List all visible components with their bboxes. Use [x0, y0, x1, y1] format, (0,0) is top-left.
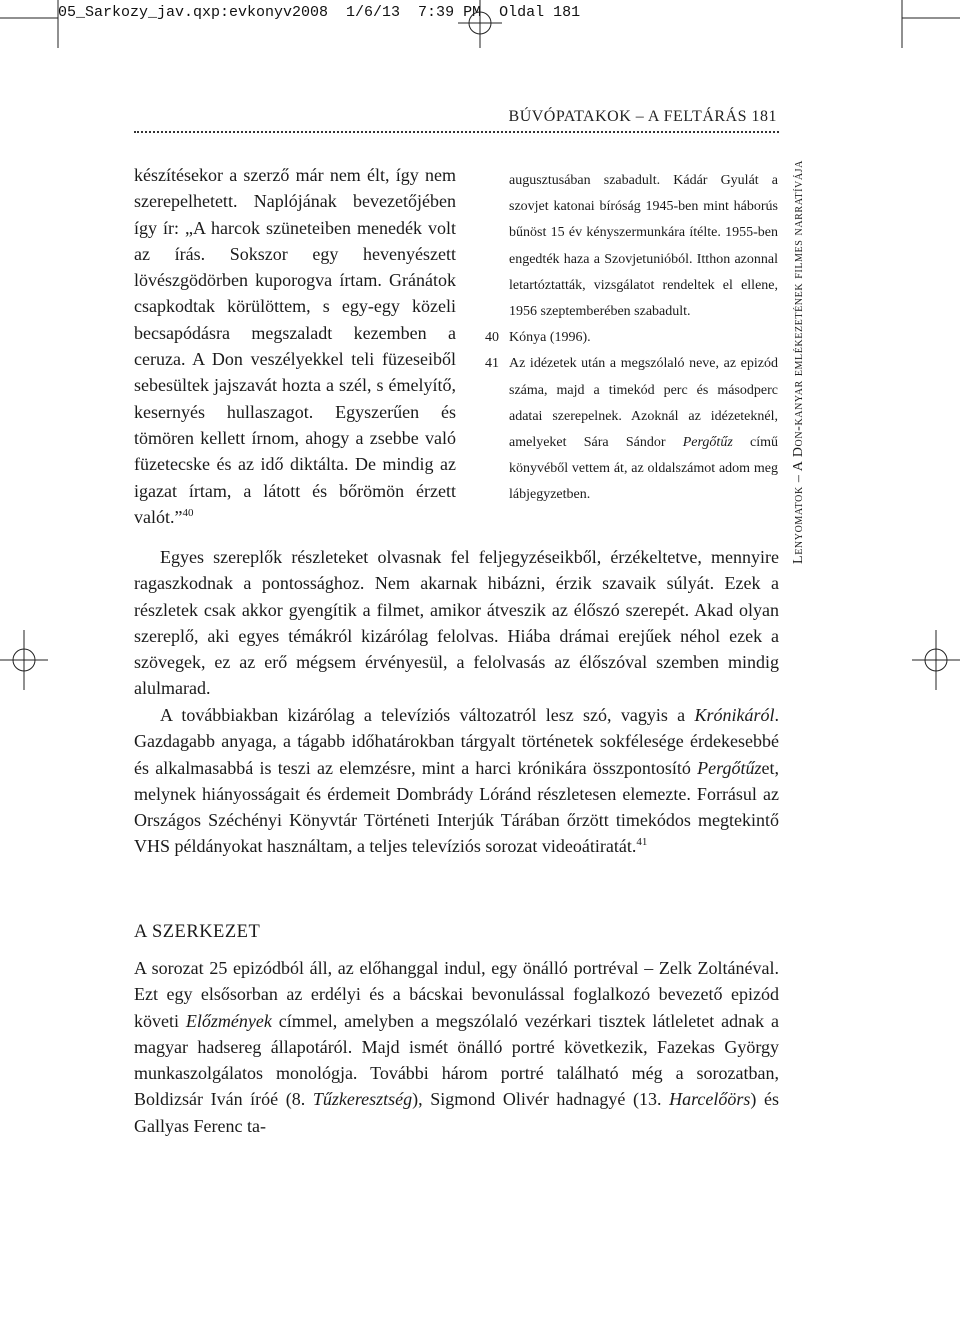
footnote-italic-title: Pergőtűz	[682, 435, 733, 451]
italic-title: Krónikáról	[694, 705, 775, 725]
footnote-text: című könyvéből vettem át, az oldalszámot adom meg lábjegyzetben.	[509, 435, 778, 503]
footnote-ref-41[interactable]: 41	[636, 836, 648, 849]
section-heading: A SZERKEZET	[134, 922, 261, 942]
paragraph-2	[134, 702, 779, 860]
footnote-41	[485, 351, 778, 508]
footnote-continuation-text: augusztusában szabadult. Kádár Gyulát a szovjet katonai bíróság 1945-ben mint háborús bűnöst 15 év kényszermunkára ítélte. 1955-ben engedték haza a Szovjetunióból. Itthon azonnal letartóztatták, vizsgálatot rendeltek el ellene, 1956 szeptemberében szabadult.	[509, 173, 778, 320]
footnote-number: 41	[485, 356, 499, 372]
registration-mark-right	[900, 620, 960, 700]
side-title-text: Lenyomatok – A Don-kanyar emlékezetének filmes narratívája	[791, 160, 806, 564]
paragraph-text: címmel, amelyben a megszólaló vezérkari tisztek látleletet adnak a magyar hadsereg állapotáról. Majd ismét önálló portré következik, Fazekas György munkaszolgálatos monológja. További három portré található még a sorozatban, Boldizsár Iván íróé (8.	[134, 1010, 779, 1110]
footnote-40	[485, 325, 778, 351]
registration-mark-top-right	[890, 0, 960, 70]
running-head: BÚVÓPATAKOK – A FELTÁRÁS 181	[508, 108, 777, 125]
footnotes-column	[485, 168, 778, 509]
italic-title: Harcelőörs	[669, 1089, 751, 1110]
registration-mark-top-left	[0, 0, 70, 70]
footnote-text: Az idézetek után a megszólaló neve, az epizód száma, majd a timekód perc és másodperc adatai szerepelnek. Azoknál az idézeteknél, amelyeket Sára Sándor	[509, 356, 778, 451]
footnote-continuation	[485, 168, 778, 325]
paragraph-text: ) és Gallyas Ferenc ta-	[134, 1089, 779, 1136]
paragraph-text: ), Sigmond Olivér hadnagyé (13.	[412, 1089, 670, 1110]
footnote-number: 40	[485, 330, 499, 346]
registration-mark-top-center	[450, 0, 510, 50]
left-column-text: készítésekor a szerző már nem élt, így nem szerepelhetett. Naplójának bevezetőjében így ír: „A harcok szüneteiben menedék volt az írás. Sokszor egy hevenyészett lövészgödörben kuporogva írtam. Gránátok csapkodtak körülöttem, s egy-egy közeli becsapódásra megszaladt kezemben a ceruza. A Don veszélyekkel teli füzeseiből sebesültek jajszavát hozta a szél, s émelyítő, kesernyés hullaszagot. Egyszerűen és tömören kellett írnom, ahogy a zsebbe való füzetecske és az idő diktálta. De mindig az igazat írtam, a látott és bőrömön érzett valót.”	[134, 165, 456, 527]
slug-line: 05_Sarkozy_jav.qxp:evkonyv2008 1/6/13 7:39 PM Oldal 181	[58, 4, 581, 21]
paragraph-text: A sorozat 25 epizódból áll, az előhanggal indul, egy önálló portréval – Zelk Zoltánéval. Ezt egy elsősorban az erdélyi és a bácskai bevonulással foglalkozó bevezető epizód követi	[134, 958, 779, 1031]
paragraph-3	[134, 955, 779, 1139]
footnote-ref-40[interactable]: 40	[182, 506, 194, 519]
left-column-quote	[134, 162, 456, 530]
vertical-side-title	[789, 160, 809, 640]
paragraph-1: Egyes szereplők részleteket olvasnak fel feljegyzéseikből, érzékeltetve, mennyire ragaszkodnak a pontossághoz. Nem akarnak hibázni, érzik szavaik súlyát. Ezek a részletek csak akkor gyengítik a filmet, amikor átveszik az élőszó szerepét. Akad olyan szereplő, aki egyes témákról kizárólag felolvas. Hiába drámai erejűek néhol ezek a szövegek, ez az erő mégsem érvényesül, a felolvasás az élőszóval szemben mindig alulmarad.	[134, 547, 779, 699]
paragraph-text: . Gazdagabb anyaga, a tágabb időhatárokban tárgyalt történetek sokfélesége érdekesebbé és alkalmasabbá is teszi az elemzésre, mint a harci krónikára összpontosító	[134, 705, 779, 778]
paragraph-text: et, melynek hiányosságait és érdemeit Dombrády Lóránd részletesen elemezte. Forrásul az Országos Széchényi Könyvtár Történeti Interjúk Tárában őrzött timekódos megtekintő VHS példányokat használtam, a teljes televíziós sorozat videoátiratát.	[134, 757, 779, 857]
italic-title: Előzmények	[185, 1010, 272, 1031]
italic-title: Pergőtűz	[697, 757, 762, 778]
paragraph-text: A továbbiakban kizárólag a televíziós változatról lesz szó, vagyis a	[160, 705, 695, 725]
registration-mark-left	[0, 620, 60, 700]
footnote-text: Kónya (1996).	[509, 330, 591, 346]
header-dotted-rule	[134, 131, 779, 133]
italic-title: Tűzkeresztség	[312, 1089, 413, 1110]
